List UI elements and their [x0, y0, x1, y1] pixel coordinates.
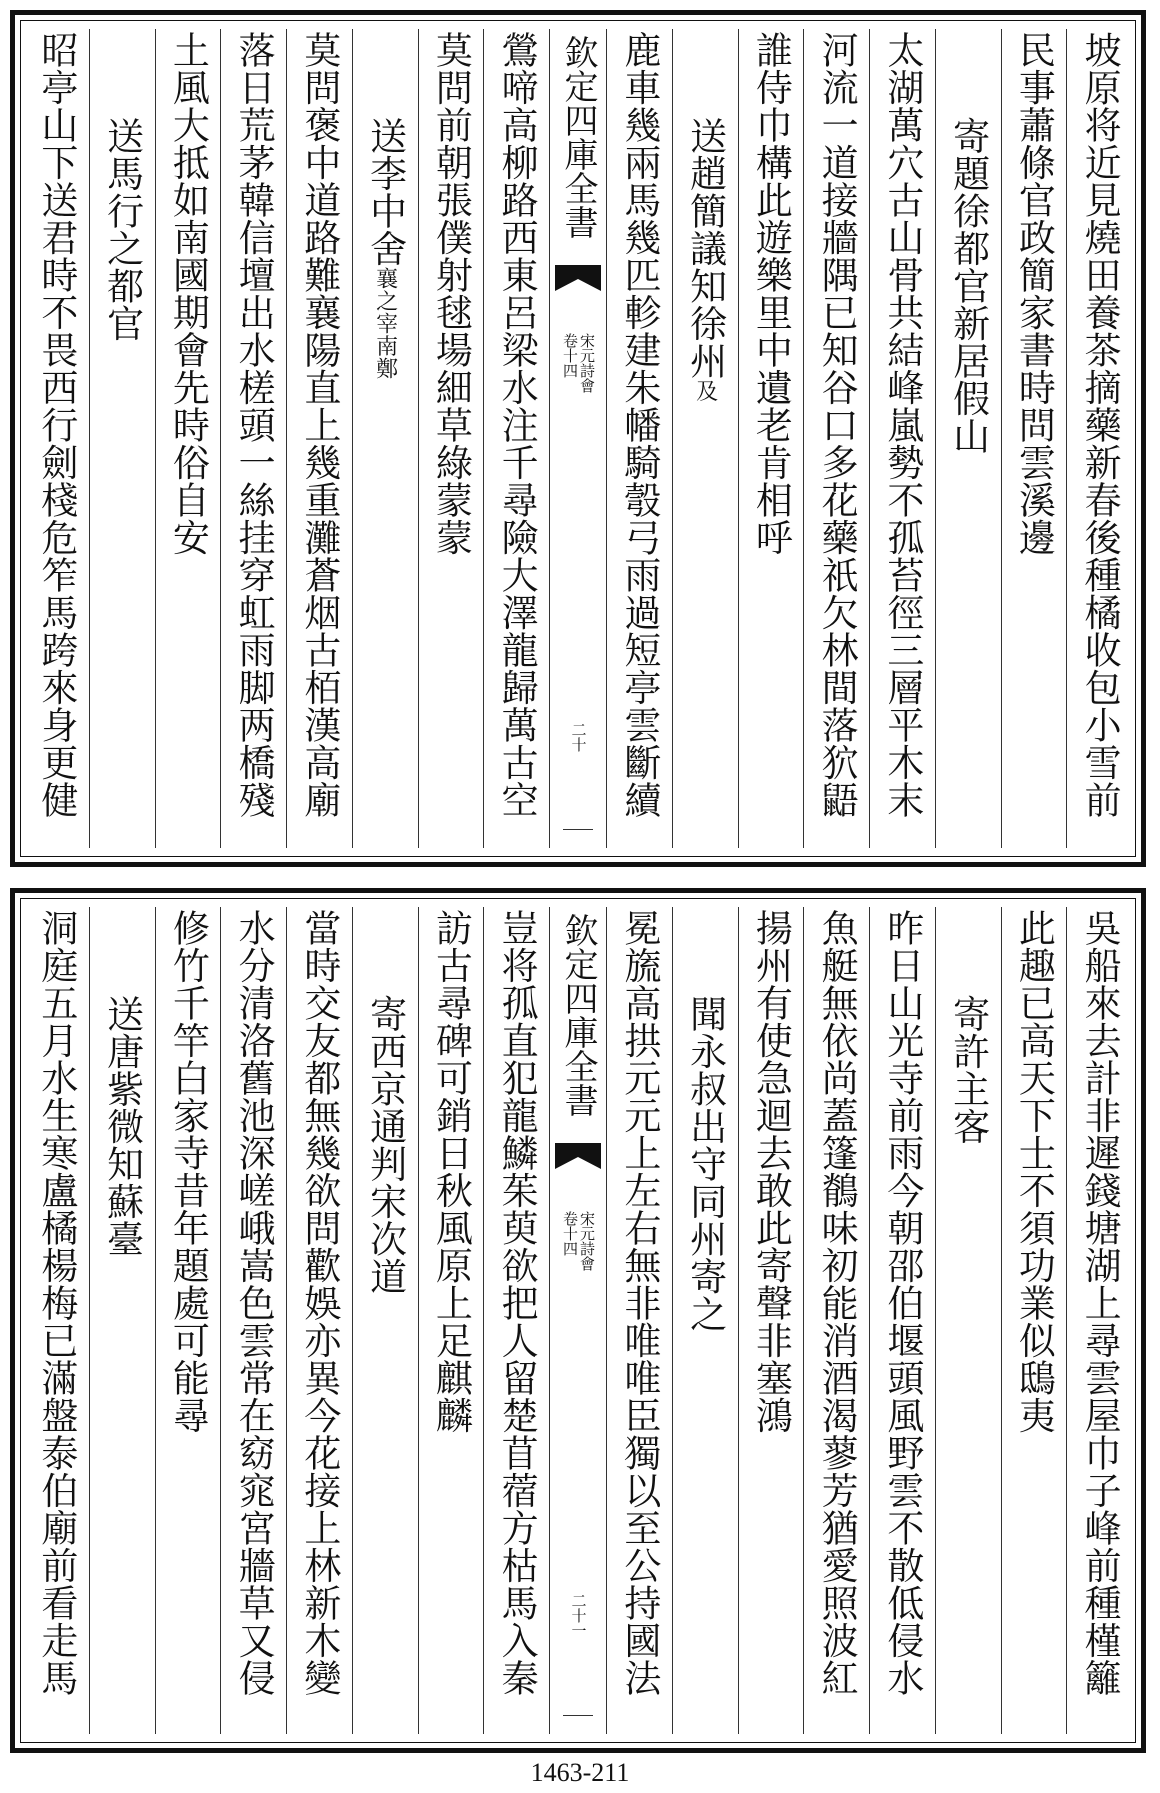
text-column — [1066, 29, 1132, 848]
divider — [563, 1715, 593, 1716]
column-text: 揚州有使急迴去敢此寄聲非塞鴻 — [749, 909, 793, 1434]
column-text: 土風大抵如南國期會先時俗自安 — [166, 31, 210, 556]
text-column — [1001, 29, 1067, 848]
text-column — [738, 29, 804, 848]
column-text: 坡原将近見燒田養茶摘藥新春後種橘收包小雪前 — [1078, 31, 1122, 819]
poem-title: 寄西京通判宋次道 — [363, 995, 407, 1295]
text-column — [672, 29, 738, 848]
text-column — [1001, 907, 1067, 1734]
top-page-frame — [10, 10, 1146, 867]
poem-title: 送馬行之都官 — [100, 117, 144, 342]
text-column — [220, 29, 286, 848]
text-column — [606, 29, 672, 848]
text-column — [483, 29, 549, 848]
poem-title — [683, 29, 727, 848]
text-column — [935, 29, 1001, 848]
text-column — [606, 907, 672, 1734]
column-text: 水分清洛舊池深嵯峨嵩色雲常在窈窕宮牆草又侵 — [232, 909, 276, 1697]
page-number: 二十一 — [569, 1593, 588, 1638]
volume-info — [562, 1211, 594, 1271]
column-text: 此趣已高天下士不須功業似鴟夷 — [1012, 909, 1056, 1434]
poem-title: 送唐紫微知蘇臺 — [100, 995, 144, 1258]
column-text: 莫問前朝張僕射毬場細草綠蒙蒙 — [429, 31, 473, 556]
fish-tail-icon — [555, 265, 601, 295]
column-text: 河流一道接牆隅已知谷口多花藥祇欠林間落狖鼯 — [815, 31, 859, 819]
page-number: 二十 — [569, 722, 588, 752]
top-page-columns — [24, 29, 1132, 848]
text-column — [869, 29, 935, 848]
bottom-page-frame — [10, 888, 1146, 1753]
column-text: 魚艇無依尚蓋篷鶺味初能消酒渴蓼芳猶愛照波紅 — [815, 909, 859, 1697]
poem-title-note: 及 — [692, 379, 718, 402]
text-column — [1066, 907, 1132, 1734]
poem-title-main: 送李中舍 — [363, 117, 407, 267]
text-column — [24, 907, 89, 1734]
bottom-page-columns — [24, 907, 1132, 1734]
column-text: 當時交友都無幾欲問歡娛亦異今花接上林新木變 — [297, 909, 341, 1697]
column-text: 落日荒茅韓信壇出水槎頭一絲挂穿虹雨脚两橋殘 — [232, 31, 276, 819]
fish-tail-icon — [555, 1143, 601, 1173]
text-column — [738, 907, 804, 1734]
column-text: 豈将孤直犯龍鱗茱萸欲把人留楚苜蓿方枯馬入秦 — [495, 909, 539, 1697]
column-text: 民事蕭條官政簡家書時問雲溪邊 — [1012, 31, 1056, 556]
poem-title: 寄許主客 — [946, 995, 990, 1145]
poem-title: 聞永叔出守同州寄之 — [683, 995, 727, 1333]
column-text: 昨日山光寺前雨今朝邵伯堰頭風野雲不散低侵水 — [880, 909, 924, 1697]
column-text: 洞庭五月水生寒盧橘楊梅已滿盤泰伯廟前看走馬 — [34, 909, 78, 1697]
text-column — [869, 907, 935, 1734]
center-fold-column — [549, 29, 606, 848]
text-column — [352, 29, 418, 848]
divider — [563, 829, 593, 830]
book-title: 欽定四庫全書 — [558, 35, 598, 239]
text-column — [89, 907, 155, 1734]
page-footer-number: 1463-211 — [530, 1758, 630, 1787]
text-column — [286, 907, 352, 1734]
poem-title: 寄題徐都官新居假山 — [946, 117, 990, 455]
column-text: 訪古尋碑可銷日秋風原上足麒麟 — [429, 909, 473, 1434]
collection-name: 宋元詩會 — [578, 333, 596, 393]
text-column — [483, 907, 549, 1734]
volume-number: 卷十四 — [561, 1211, 579, 1256]
column-text: 冕旒高拱元元上左右無非唯唯臣獨以至公持國法 — [617, 909, 661, 1697]
collection-name: 宋元詩會 — [578, 1211, 596, 1271]
column-text: 修竹千竿白家寺昔年題處可能尋 — [166, 909, 210, 1434]
column-text: 莫問褒中道路難襄陽直上幾重灘蒼烟古栢漢高廟 — [297, 31, 341, 819]
text-column — [935, 907, 1001, 1734]
poem-title-note: 襄之宰南鄭 — [372, 267, 398, 380]
volume-number: 卷十四 — [561, 333, 579, 378]
text-column — [89, 29, 155, 848]
text-column — [672, 907, 738, 1734]
volume-info — [562, 333, 594, 393]
column-text: 誰侍巾構此遊樂里中遺老肯相呼 — [749, 31, 793, 556]
poem-title-main: 送趙簡議知徐州 — [683, 117, 727, 380]
center-fold-column — [549, 907, 606, 1734]
text-column — [352, 907, 418, 1734]
text-column — [155, 29, 221, 848]
column-text: 鹿車幾兩馬幾匹軫建朱幡騎彀弓雨過短亭雲斷續 — [617, 31, 661, 819]
column-text: 吳船來去計非遲錢塘湖上尋雲屋巾子峰前種槿籬 — [1078, 909, 1122, 1697]
text-column — [418, 29, 484, 848]
text-column — [803, 907, 869, 1734]
poem-title — [363, 29, 407, 848]
column-text: 太湖萬穴古山骨共結峰嵐勢不孤苔徑三層平木末 — [880, 31, 924, 819]
column-text: 昭亭山下送君時不畏西行劍棧危笮馬跨來身更健 — [34, 31, 78, 819]
text-column — [155, 907, 221, 1734]
text-column — [24, 29, 89, 848]
text-column — [220, 907, 286, 1734]
column-text: 鶯啼高柳路西東呂梁水注千尋險大澤龍歸萬古空 — [495, 31, 539, 819]
text-column — [418, 907, 484, 1734]
book-title: 欽定四庫全書 — [558, 913, 598, 1117]
text-column — [803, 29, 869, 848]
text-column — [286, 29, 352, 848]
